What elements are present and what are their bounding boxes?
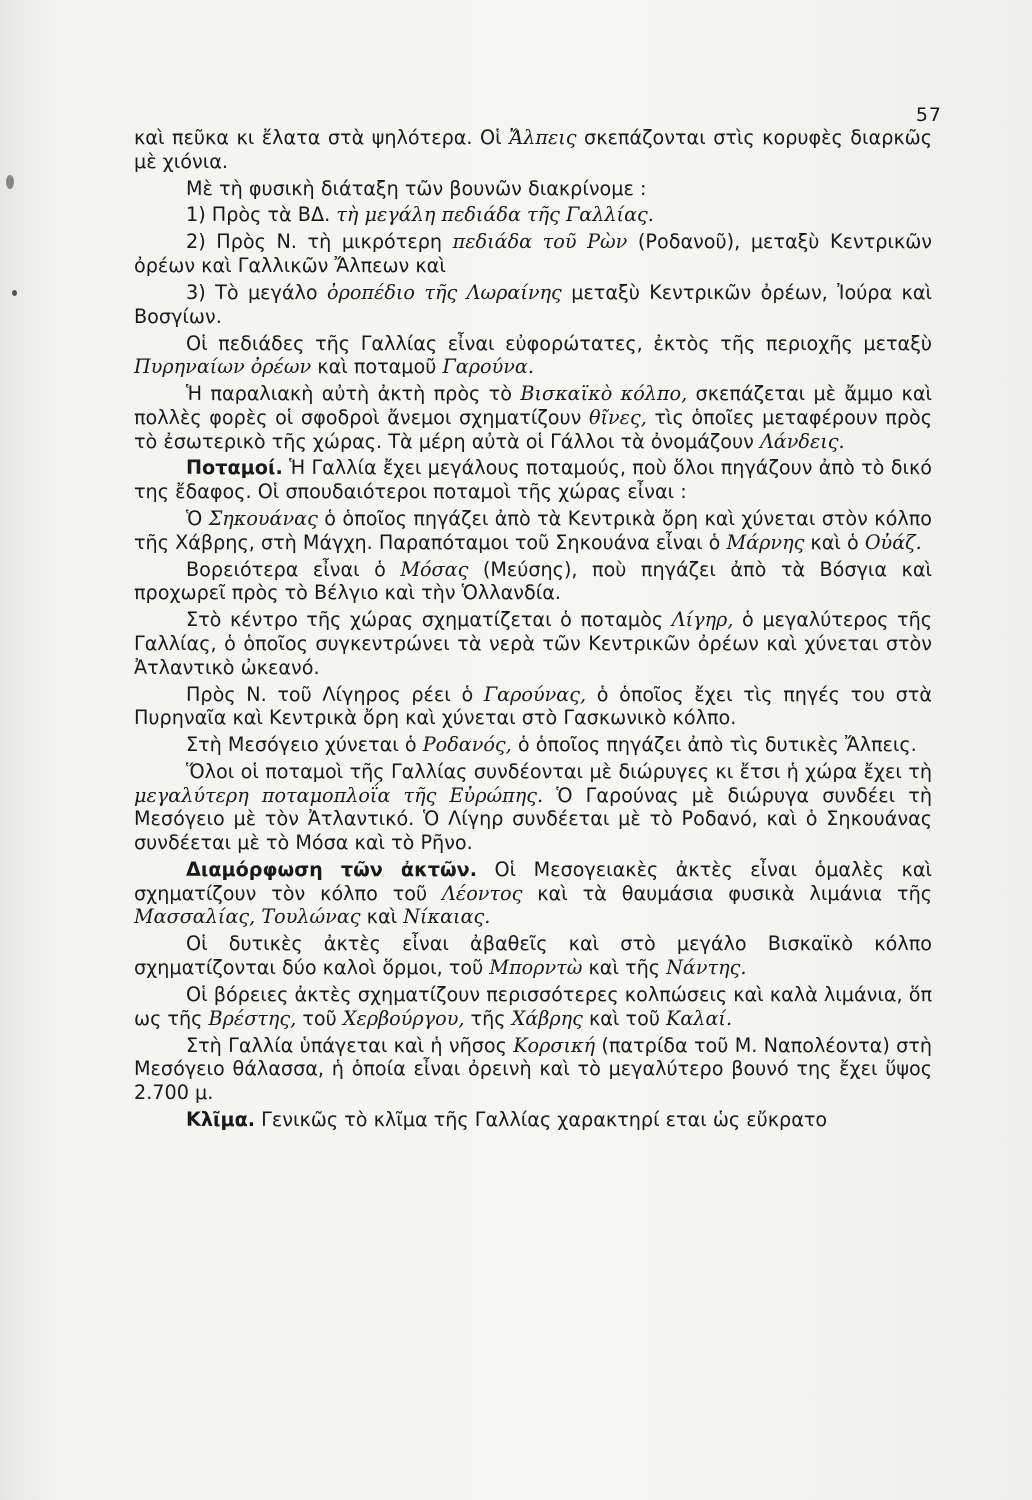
text-run: σκεπάζεται μὲ ἄμμο καὶ πολλὲς φορὲς οἱ σφοδροὶ ἄνεμοι σχηματίζουν [134, 382, 932, 429]
text-run: (πατρίδα τοῦ Μ. Ναπολέοντα) στὴ Μεσόγειο θάλασσα, ἡ ὁποία εἶναι ὀρεινὴ καὶ τὸ μεγαλύτερο βουνό της ἔχει ὕψος 2.700 μ. [134, 1033, 932, 1104]
italic-term: Κορσική [513, 1033, 596, 1057]
text-run: Οἱ Μεσογειακὲς ἀκτὲς εἶναι ὁμαλὲς καὶ σχηματίζουν τὸν κόλπο τοῦ [134, 858, 932, 905]
italic-term: Γαρούνας, [483, 682, 587, 706]
text-run: καὶ τῆς [582, 956, 667, 980]
text-run: Βορειότερα εἶναι ὁ [186, 557, 401, 581]
text-run: 1) Πρὸς τὰ ΒΔ. [186, 203, 337, 227]
text-run: Ὅλοι οἱ ποταμοὶ τῆς Γαλλίας συνδέονται μὲ διώρυγες κι ἔτσι ἡ χώρα ἔχει τὴ [186, 760, 932, 784]
italic-term: Πυρηναίων ὀρέων [134, 355, 312, 379]
paragraph [134, 126, 932, 173]
paragraph [134, 932, 932, 979]
text-run: Στὸ κέντρο τῆς χώρας σχηματίζεται ὁ ποταμὸς [186, 608, 672, 632]
text-run: Ὁ [186, 507, 209, 531]
text-run: ὁ ὁποῖος πηγάζει ἀπὸ τὶς δυτικὲς Ἄλπεις. [511, 733, 917, 757]
paragraph [134, 608, 932, 679]
italic-term: Βρέστης, [208, 1006, 297, 1030]
text-run: ὁ ὁποῖος ἔχει τὶς πηγές του στὰ Πυρηναῖα καὶ Κεντρικὰ ὄρη καὶ χύνεται στὸ Γασκωνικὸ κόλπο. [134, 682, 932, 730]
text-run: τοῦ [296, 1006, 343, 1030]
text-run: ὁ μεγαλύτερος τῆς Γαλλίας, ὁ ὁποῖος συγκεντρώνει τὰ νερὰ τῶν Κεντρικῶν ὀρέων καὶ χύνεται στὸν Ἀτλαντικὸ ὠκεανό. [134, 608, 933, 679]
italic-term: Μπορντὼ [489, 956, 583, 980]
italic-term: Ἄλπεις [509, 126, 577, 149]
italic-term: μεγαλύτερη ποταμοπλοΐα τῆς Εὐρώπης. [134, 783, 544, 807]
text-run: μεταξὺ Κεντρικῶν ὀρέων, Ἰούρα καὶ Βοσγίων. [134, 280, 932, 328]
text-run: 3) Τὸ μεγάλο [186, 280, 328, 304]
text-run: Πρὸς Ν. τοῦ Λίγηρος ρέει ὁ [186, 682, 484, 706]
paragraph [134, 983, 932, 1030]
page-body-text [134, 126, 932, 1135]
paragraph [134, 332, 932, 379]
paragraph [134, 507, 932, 554]
section-heading: Ποταμοί. [186, 456, 283, 480]
text-run: Ἡ Γαλλία ἔχει μεγάλους ποταμούς, ποὺ ὅλοι πηγάζουν ἀπὸ τὸ δικό της ἔδαφος. Οἱ σπουδαιότεροι ποταμοὶ τῆς χώρας εἶναι : [134, 456, 932, 504]
text-run: καὶ ποταμοῦ [311, 355, 443, 379]
paragraph [134, 733, 932, 757]
italic-term: Νίκαιας. [403, 905, 491, 929]
scan-speck [12, 290, 17, 296]
italic-term: θῖνες, [588, 405, 647, 429]
text-run: ὁ ὁποῖος πηγάζει ἀπὸ τὰ Κεντρικὰ ὄρη καὶ χύνεται στὸν κόλπο τῆς Χάβρης, στὴ Μάγχη. Παραπόταμοι τοῦ Σηκουάνα εἶναι ὁ [134, 507, 932, 554]
italic-term: Οὐάζ. [864, 530, 922, 554]
page-number: 57 [915, 104, 942, 126]
italic-term: Μάρνης [726, 530, 805, 554]
text-run: καὶ ὁ [804, 530, 865, 554]
text-run: σκεπάζονται στὶς κορυφὲς διαρκῶς μὲ χιόνια. [134, 126, 933, 173]
text-run: Οἱ δυτικὲς ἀκτὲς εἶναι ἀβαθεῖς καὶ στὸ μεγάλο Βισκαϊκὸ κόλπο σχηματίζονται δύο καλοὶ ὅρμοι, τοῦ [134, 932, 932, 980]
italic-term: τὴ μεγάλη πεδιάδα τῆς Γαλλίας. [336, 203, 654, 227]
text-run: Ἡ παραλιακὴ αὐτὴ ἀκτὴ πρὸς τὸ [186, 382, 521, 406]
text-run: Οἱ πεδιάδες τῆς Γαλλίας εἶναι εὐφορώτατες, ἐκτὸς τῆς περιοχῆς μεταξὺ [186, 331, 932, 355]
text-run: Γενικῶς τὸ κλῖμα τῆς Γαλλίας χαρακτηρί εται ὡς εὔκρατο [255, 1107, 828, 1131]
text-run: Οἱ βόρειες ἀκτὲς σχηματίζουν περισσότερες κολπώσεις καὶ καλὰ λιμάνια, ὅπ ως τῆς [134, 982, 932, 1030]
text-run: Ὁ Γαρούνας μὲ διώρυγα συνδέει τὴ Μεσόγειο μὲ τὸν Ἀτλαντικό. Ὁ Λίγηρ συνδέεται μὲ τὸ Ροδανό, καὶ ὁ Σηκουάνας συνδέεται μὲ τὸ Μόσα καὶ τὸ Ρῆνο. [134, 783, 933, 855]
text-run: Στὴ Γαλλία ὑπάγεται καὶ ἡ νῆσος [186, 1033, 514, 1057]
paragraph-heading-climate [134, 1108, 932, 1132]
paragraph [134, 281, 932, 328]
text-run: Μὲ τὴ φυσικὴ διάταξη τῶν βουνῶν διακρίνομε : [186, 176, 647, 200]
text-run: (Μεύσης), ποὺ πηγάζει ἀπὸ τὰ Βόσγια καὶ προχωρεῖ πρὸς τὸ Βέλγιο καὶ τὴν Ὁλλανδία. [134, 557, 932, 605]
italic-term: Καλαί. [666, 1006, 733, 1030]
italic-term: Νάντης. [666, 956, 747, 980]
italic-term: Χερβούργου, [342, 1006, 465, 1030]
section-heading: Διαμόρφωση τῶν ἀκτῶν. [186, 858, 478, 882]
italic-term: Χάβρης [511, 1006, 583, 1030]
italic-term: Γαρούνα. [442, 355, 534, 379]
text-run: καὶ πεῦκα κι ἔλατα στὰ ψηλότερα. Οἱ [134, 126, 510, 149]
italic-term: Βισκαϊκὸ κόλπο, [520, 382, 688, 406]
text-run: (Ροδανοῦ), μεταξὺ Κεντρικῶν ὀρέων καὶ Γαλλικῶν Ἄλπεων καὶ [134, 230, 932, 278]
paragraph [134, 558, 932, 605]
text-run: 2) Πρὸς Ν. τὴ μικρότερη [186, 230, 453, 254]
italic-term: Σηκουάνας [208, 507, 318, 531]
paragraph-heading-rivers [134, 456, 932, 503]
text-run: καὶ τὰ θαυμάσια φυσικὰ λιμάνια τῆς [522, 881, 933, 905]
paragraph [134, 230, 932, 277]
paragraph [134, 683, 932, 730]
section-heading: Κλῖμα. [186, 1107, 256, 1131]
paragraph [134, 760, 932, 855]
italic-term: ὀροπέδιο τῆς Λωραίνης [327, 280, 562, 304]
italic-term: Μόσας [400, 557, 469, 581]
paragraph [134, 382, 932, 453]
italic-term: Λέοντος [442, 881, 523, 905]
scan-speck [6, 175, 14, 189]
italic-term: Ροδανός, [422, 733, 512, 757]
paragraph [134, 177, 932, 201]
text-run: καὶ [360, 905, 404, 929]
italic-term: Λάνδεις. [759, 429, 845, 453]
italic-term: Μασσαλίας, Τουλώνας [134, 905, 361, 929]
text-run: καὶ τοῦ [582, 1006, 667, 1030]
italic-term: Λίγηρ, [671, 608, 734, 632]
paragraph [134, 203, 932, 227]
paragraph [134, 1034, 932, 1105]
italic-term: πεδιάδα τοῦ Ρὼν [452, 230, 628, 254]
text-run: τῆς [464, 1006, 512, 1030]
text-run: τὶς ὁποῖες μεταφέρουν πρὸς τὸ ἐσωτερικὸ τῆς χώρας. Τὰ μέρη αὐτὰ οἱ Γάλλοι τὰ ὀνομάζουν [134, 405, 933, 453]
paragraph-heading-coasts [134, 858, 932, 929]
text-run: Στὴ Μεσόγειο χύνεται ὁ [186, 733, 423, 757]
